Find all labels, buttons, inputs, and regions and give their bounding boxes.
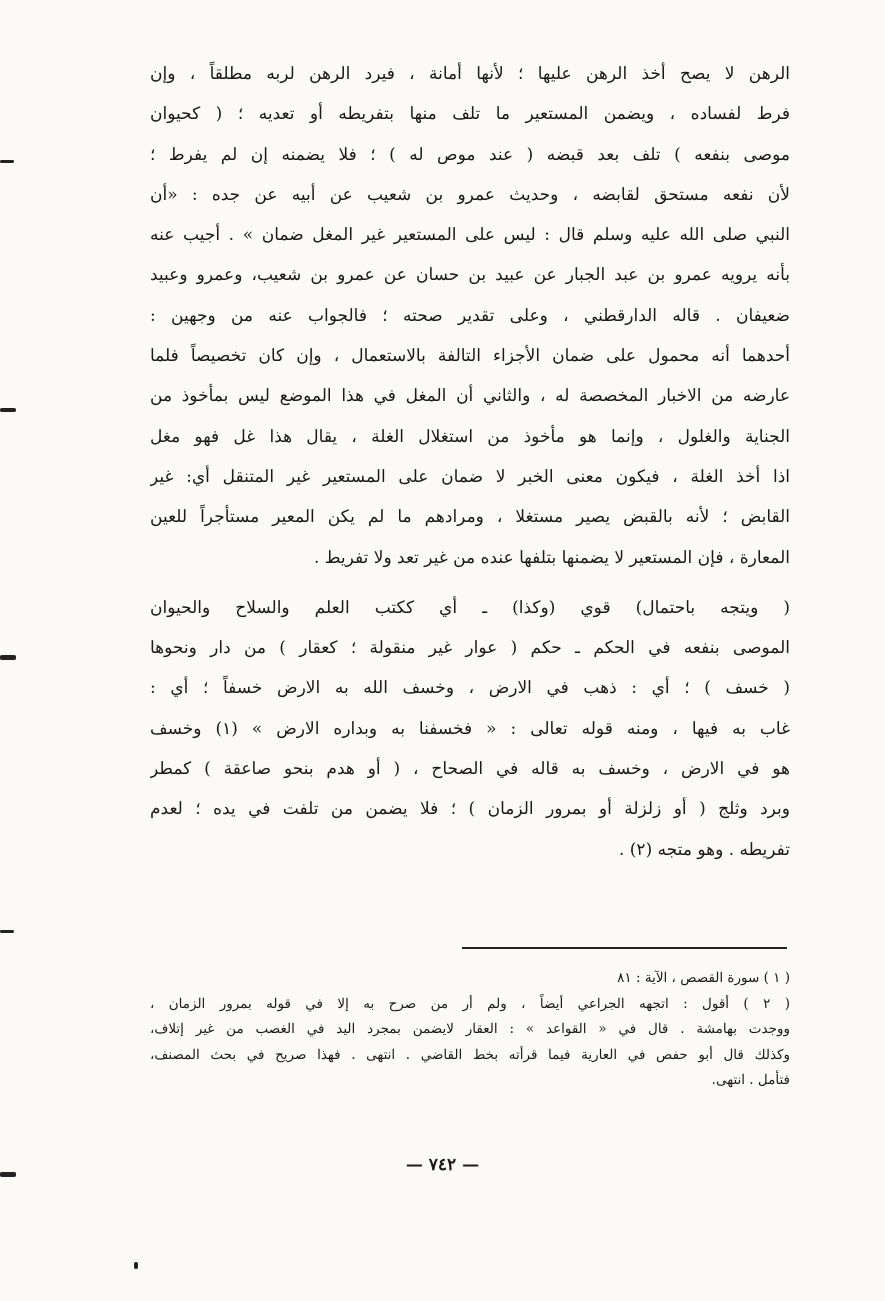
text-line: غاب به فيها ، ومنه قوله تعالى : « فخسفنا به وبداره الارض » (١) وخسف — [150, 718, 790, 739]
scan-mark — [0, 408, 16, 412]
scan-mark — [0, 930, 14, 933]
text-line: فرط لفساده ، ويضمن المستعير ما تلف منها بتفريطه أو تعديه ؛ ( كحيوان — [150, 104, 790, 125]
text-line: الجناية والغلول ، وإنما هو مأخوذ من استغلال الغلة ، يقال هذا غل فهو مغل — [150, 426, 790, 447]
paragraph-gap — [150, 578, 790, 588]
scan-mark — [0, 160, 14, 163]
footnote-divider — [462, 947, 787, 949]
text-line: الرهن لا يصح أخذ الرهن عليها ؛ لأنها أمانة ، فيرد الرهن لربه مطلقاً ، وإن — [150, 64, 790, 84]
text-line: النبي صلى الله عليه وسلم قال : ليس على المستعير غير المغل ضمان » . أجيب عنه — [150, 225, 790, 246]
footnote-line: ووجدت بهامشة . قال في « القواعد » : العقار لايضمن بمجرد اليد في الغصب من غير إتلاف، — [150, 1021, 790, 1037]
footnote-line: ( ٢ ) أقول : اتجهه الجراعي أيضاً ، ولم أر من صرح به إلا في قوله بمرور الزمان ، — [150, 995, 790, 1012]
footnote-line: وكذلك قال أبو حفص في العارية فيما قرأته بخط القاضي . انتهى . فهذا صريح في بحث المصنف، — [150, 1046, 790, 1063]
scan-mark — [0, 655, 16, 660]
footnotes — [150, 966, 790, 1094]
text-line: ( ويتجه باحتمال) قوي (وكذا) ـ أي ككتب العلم والسلاح والحيوان — [150, 597, 790, 618]
footnote-line: فتأمل . انتهى. — [711, 1072, 790, 1088]
text-line: تفريطه . وهو متجه (٢) . — [618, 839, 790, 860]
text-line: اذا أخذ الغلة ، فيكون معنى الخبر لا ضمان على المستعير غير المتنقل أي: غير — [150, 466, 790, 487]
text-line: وبرد وثلج ( أو زلزلة أو بمرور الزمان ) ؛ فلا يضمن من تلفت في يده ؛ لعدم — [150, 799, 790, 820]
scan-mark — [134, 1262, 138, 1269]
main-text — [150, 54, 790, 870]
text-line: الموصى بنفعه في الحكم ـ حكم ( عوار غير منقولة ؛ كعقار ) من دار ونحوها — [150, 638, 790, 659]
text-line: ( خسف ) ؛ أي : ذهب في الارض ، وخسف الله به الارض خسفاً ؛ أي : — [150, 678, 790, 699]
footnote-line: ( ١ ) سورة القصص ، الآية : ٨١ — [617, 970, 790, 986]
text-line: موصى بنفعه ) تلف بعد قبضه ( عند موص له ) ؛ فلا يضمنه إن لم يفرط ؛ — [150, 144, 790, 165]
text-line: أحدهما أنه محمول على ضمان الأجزاء التالفة بالاستعمال ، وإن كان تخصيصاً فلما — [150, 346, 790, 367]
scan-mark — [0, 1172, 16, 1177]
page-number: — ٧٤٢ — — [405, 1155, 480, 1175]
text-line: ضعيفان . قاله الدارقطني ، وعلى تقدير صحته ؛ فالجواب عنه من وجهين : — [150, 305, 790, 326]
text-line: عارضه من الاخبار المخصصة له ، والثاني أن المغل في هذا الموضع ليس بمأخوذ من — [150, 386, 790, 407]
text-line: القابض ؛ لأنه بالقبض يصير مستغلا ، ومرادهم ما لم يكن المعير مستأجراً للعين — [150, 507, 790, 528]
text-line: هو في الارض ، وخسف به قاله في الصحاح ، ( أو هدم بنحو صاعقة ) كمطر — [150, 759, 790, 780]
text-line: لأن نفعه مستحق لقابضه ، وحديث عمرو بن شعيب عن أبيه عن جده : «أن — [150, 184, 790, 205]
text-line: بأنه يرويه عمرو بن عبد الجبار عن عبيد بن حسان عن عمرو بن شعيب، وعمرو وعبيد — [150, 265, 790, 286]
text-line: المعارة ، فإن المستعير لا يضمنها بتلفها عنده من غير تعد ولا تفريط . — [313, 547, 790, 568]
